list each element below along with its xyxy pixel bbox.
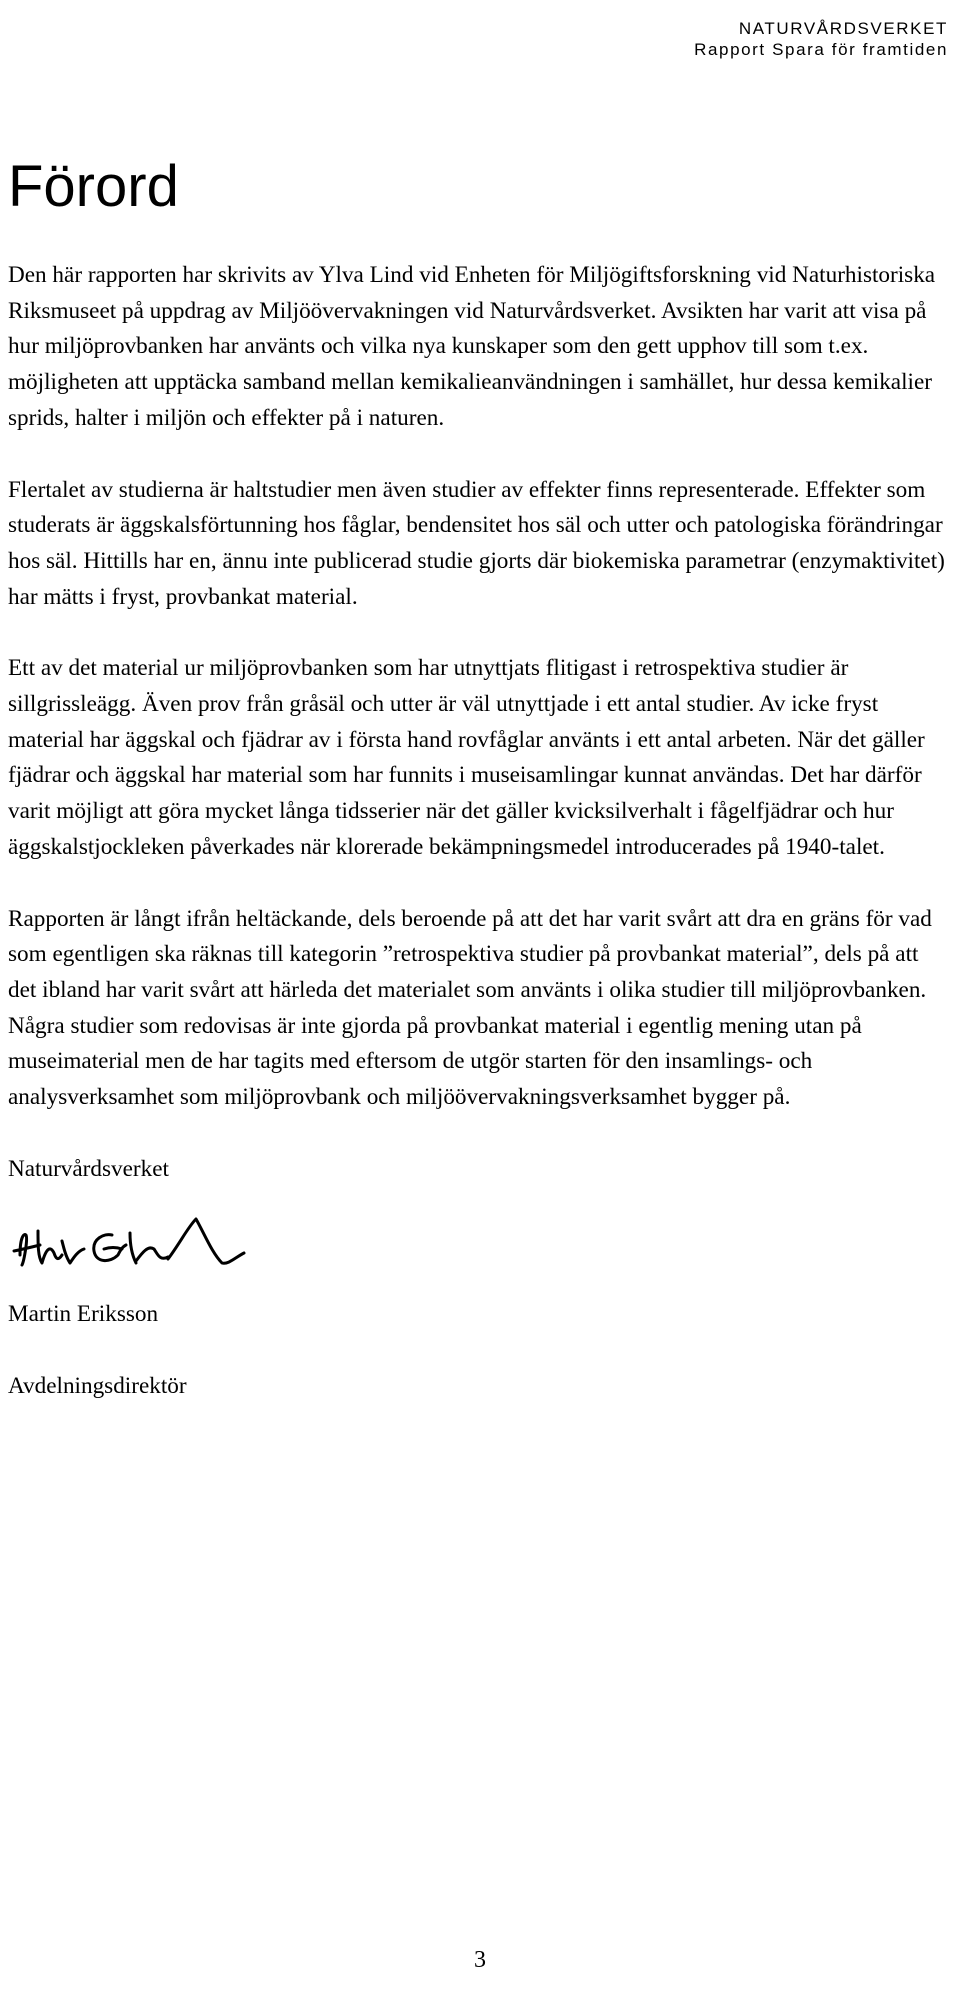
preface-body <box>8 258 948 1441</box>
signer-role: Avdelningsdirektör <box>8 1373 187 1400</box>
closing-organization: Naturvårdsverket <box>8 1155 169 1182</box>
page-title: Förord <box>8 154 179 219</box>
paragraph-1: Den här rapporten har skrivits av Ylva Lind vid Enheten för Miljögiftsforskning vid Naturhistoriska Riksmuseet på uppdrag av Miljöövervakningen vid Naturvårdsverket. Avsikten har varit att visa på hur miljöprovbanken har använts och vilka nya kunskaper som den gett upphov till som t.ex. möjligheten att upptäcka samband mellan kemikalieanvändningen i samhället, hur dessa kemikalier sprids, halter i miljön och effekter på i naturen. <box>8 262 936 431</box>
paragraph-2: Flertalet av studierna är haltstudier men även studier av effekter finns representerade. Effekter som studerats är äggskalsförtunning hos fåglar, bendensitet hos säl och utter och patologiska förändringar hos säl. Hittills har en, ännu inte publicerad studie gjorts där biokemiska parametrar (enzymaktivitet) har mätts i fryst, provbankat material. <box>8 476 945 610</box>
paragraph-4: Rapporten är långt ifrån heltäckande, dels beroende på att det har varit svårt att dra en gräns för vad som egentligen ska räknas till kategorin ”retrospektiva studier på provbankat material”, dels på att det ibland har varit svårt att härleda det materialet som använts i olika studier till miljöprovbanken. Några studier som redovisas är inte gjorda på provbankat material i egentlig mening utan på museimaterial men de har tagits med eftersom de utgör starten för den insamlings- och analysverksamhet som miljöprovbank och miljöövervakningsverksamhet bygger på. <box>8 905 932 1111</box>
handwritten-signature <box>8 1205 248 1285</box>
running-header <box>694 18 948 60</box>
signer-name: Martin Eriksson <box>8 1301 159 1328</box>
paragraph-3: Ett av det material ur miljöprovbanken som har utnyttjats flitigast i retrospektiva studier är sillgrissleägg. Även prov från gråsäl och utter är väl utnyttjade i ett antal studier. Av icke fryst material har äggskal och fjädrar av i första hand rovfåglar använts i ett antal arbeten. När det gäller fjädrar och äggskal har material som har funnits i museisamlingar kunnat användas. Det har därför varit möjligt att göra mycket långa tidsserier när det gäller kvicksilverhalt i fågelfjädrar och hur äggskalstjockleken påverkades när klorerade bekämpningsmedel introducerades på 1940-talet. <box>8 655 925 860</box>
header-report-title: Rapport Spara för framtiden <box>694 40 948 59</box>
page-number: 3 <box>474 1947 486 1973</box>
header-org: NATURVÅRDSVERKET <box>738 19 948 38</box>
